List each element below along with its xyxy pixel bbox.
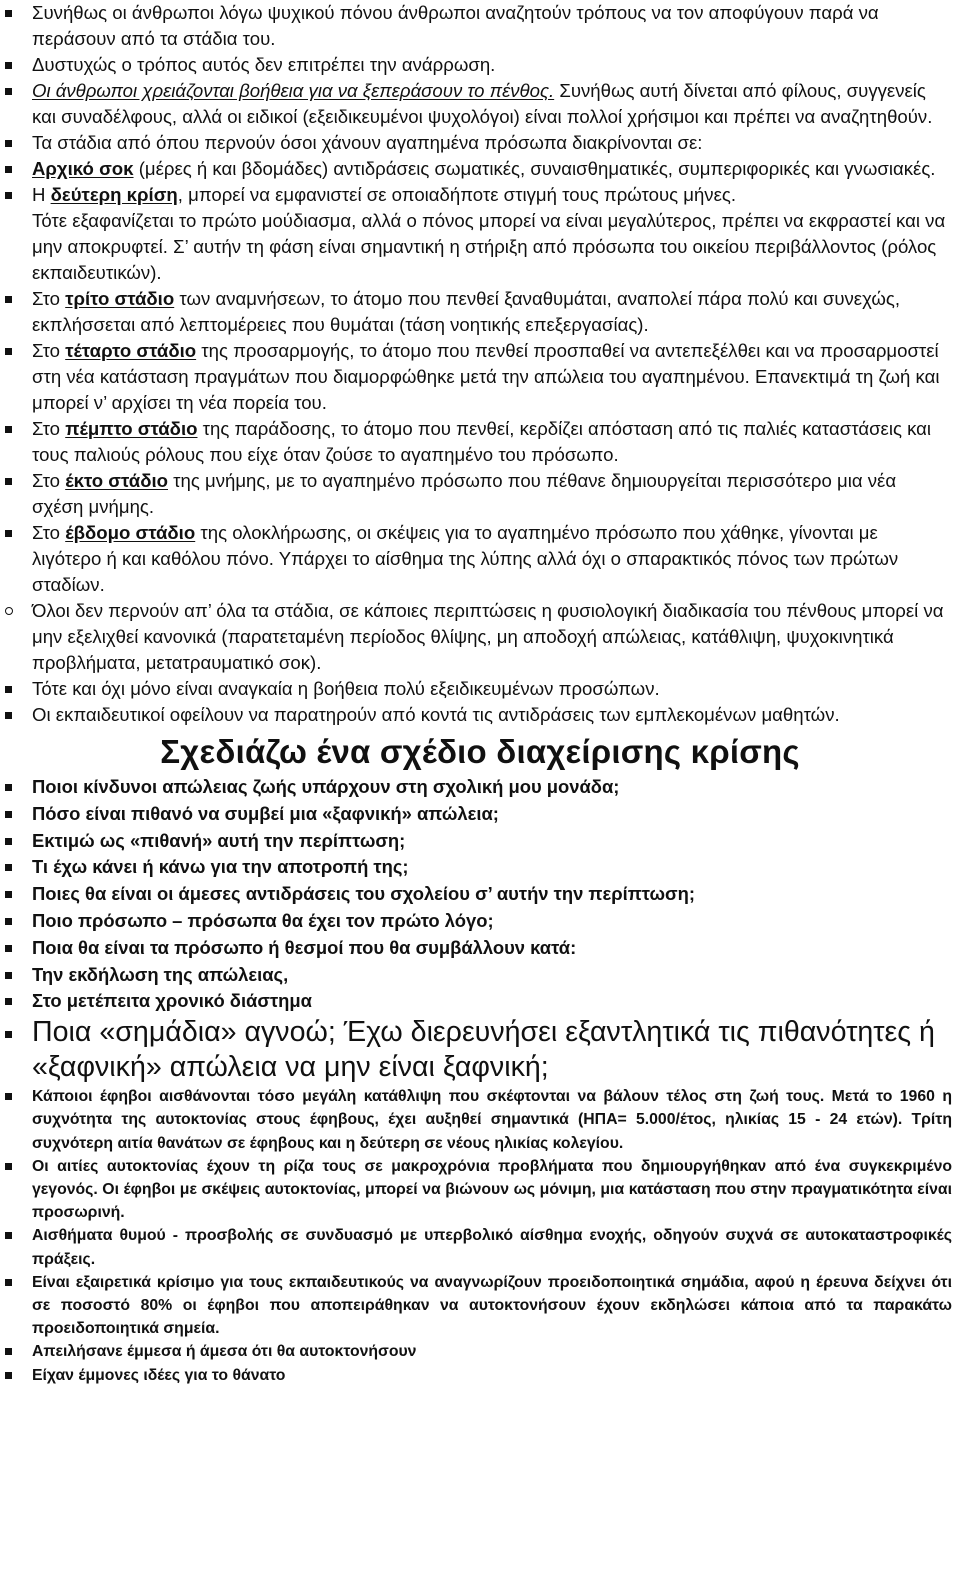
square-bullet-icon	[5, 686, 12, 693]
square-bullet-icon	[5, 1279, 12, 1286]
warning-signs-section	[0, 1015, 960, 1085]
square-bullet-icon	[5, 1232, 12, 1239]
item-text: Τότε και όχι μόνο είναι αναγκαία η βοήθεια πολύ εξειδικευμένων προσώπων.	[32, 678, 660, 699]
crisis-plan-questions	[0, 774, 960, 1015]
item-text: (μέρες ή και βδομάδες) αντιδράσεις σωματικές, συναισθηματικές, συμπεριφορικές και γνωσιακές.	[133, 158, 936, 179]
second-crisis-paragraph: Τότε εξαφανίζεται το πρώτο μούδιασμα, αλλά ο πόνος μπορεί να είναι μεγαλύτερος, πρέπει να εκφραστεί και να μην αποκρυφτεί. Σ’ αυτήν τη φάση είναι σημαντική η στήριξη από πρόσωπα του οικείου περιβάλλοντος (ρόλος εκπαιδευτικών).	[32, 210, 946, 283]
square-bullet-icon	[5, 972, 12, 979]
emphasis-text: Οι άνθρωποι χρειάζονται βοήθεια για να ξεπεράσουν το πένθος.	[32, 80, 555, 101]
list-item	[0, 1224, 960, 1270]
warning-signs-text: Ποια «σημάδια» αγνοώ; Έχω διερευνήσει εξαντλητικά τις πιθανότητες ή «ξαφνική» απώλεια να μην είναι ξαφνική;	[32, 1016, 935, 1084]
list-item	[0, 1364, 960, 1387]
square-bullet-icon	[5, 918, 12, 925]
square-bullet-icon	[5, 945, 12, 952]
emphasis-text: έβδομο στάδιο	[65, 522, 196, 543]
item-text: Την εκδήλωση της απώλειας,	[32, 963, 289, 985]
square-bullet-icon	[5, 891, 12, 898]
square-bullet-icon	[5, 1031, 12, 1038]
item-text: Συνήθως αυτή δίνεται από φίλους, συγγενείς και συναδέλφους, αλλά οι ειδικοί (εξειδικευμένοι ψυχολόγοι) είναι πολλοί χρήσιμοι και πρέπει να αναζητηθούν.	[32, 80, 933, 127]
item-text: Αισθήματα θυμού - προσβολής σε συνδυασμό με υπερβολικό αίσθημα ενοχής, οδηγούν συχνά σε αυτοκαταστροφικές πράξεις.	[32, 1227, 952, 1268]
item-text: της προσαρμογής, το άτομο που πενθεί προσπαθεί να αντεπεξέλθει και να προσαρμοστεί στη νέα κατάσταση πραγμάτων που διαμορφώθηκε μετά την απώλεια του αγαπημένου. Επανεκτιμά τη ζωή και μπορεί ν’ αρχίσει τη νέα πορεία του.	[32, 340, 940, 413]
item-text: Ποιες θα είναι οι άμεσες αντιδράσεις του σχολείου σ’ αυτήν την περίπτωση;	[32, 883, 695, 905]
list-item	[0, 1271, 960, 1341]
square-bullet-icon	[5, 530, 12, 537]
item-text: Πόσο είναι πιθανό να συμβεί μια «ξαφνική» απώλεια;	[32, 802, 499, 824]
item-text: Είχαν έμμονες ιδέες για το θάνατο	[32, 1366, 286, 1384]
item-text: Όλοι δεν περνούν απ’ όλα τα στάδια, σε κάποιες περιπτώσεις η φυσιολογική διαδικασία του πένθους μπορεί να μην εξελιχθεί κανονικά (παρατεταμένη περίοδος θλίψης, μη αποδοχή απώλειας, κατάθλιψη, ψυχοκινητικά προβλήματα, μετατραυματικό σοκ).	[32, 600, 944, 673]
list-item	[0, 908, 960, 935]
item-text: Οι εκπαιδευτικοί οφείλουν να παρατηρούν από κοντά τις αντιδράσεις των εμπλεκομένων μαθητών.	[32, 704, 840, 725]
item-text: Στο	[32, 288, 66, 309]
list-item	[0, 828, 960, 855]
item-text: Η	[32, 184, 51, 205]
square-bullet-icon	[5, 1372, 12, 1379]
square-bullet-icon	[5, 296, 12, 303]
item-text: Ποια θα είναι τα πρόσωπο ή θεσμοί που θα συμβάλλουν κατά:	[32, 936, 577, 958]
list-item	[0, 338, 960, 416]
square-bullet-icon	[5, 1163, 12, 1170]
list-item	[0, 520, 960, 598]
list-item	[0, 182, 960, 208]
square-bullet-icon	[5, 784, 12, 791]
list-item	[0, 702, 960, 728]
item-text: Τα στάδια από όπου περνούν όσοι χάνουν αγαπημένα πρόσωπα διακρίνονται σε:	[32, 132, 703, 153]
emphasis-text: πέμπτο στάδιο	[65, 418, 198, 439]
square-bullet-icon	[5, 348, 12, 355]
list-item	[0, 156, 960, 182]
list-item	[0, 130, 960, 156]
list-item	[0, 962, 960, 989]
square-bullet-icon	[5, 838, 12, 845]
square-bullet-icon	[5, 811, 12, 818]
list-item	[0, 854, 960, 881]
square-bullet-icon	[5, 192, 12, 199]
emphasis-text: Αρχικό σοκ	[32, 158, 134, 179]
item-text: της μνήμης, με το αγαπημένο πρόσωπο που πέθανε δημιουργείται περισσότερο μια νέα σχέση μνήμης.	[32, 470, 897, 517]
square-bullet-icon	[5, 166, 12, 173]
emphasis-text: δεύτερη κρίση	[50, 184, 178, 205]
item-text: Δυστυχώς ο τρόπος αυτός δεν επιτρέπει την ανάρρωση.	[32, 54, 496, 75]
square-bullet-icon	[5, 140, 12, 147]
list-item	[0, 468, 960, 520]
list-item	[0, 1085, 960, 1155]
square-bullet-icon	[5, 1348, 12, 1355]
item-text: Οι αιτίες αυτοκτονίας έχουν τη ρίζα τους σε μακροχρόνια προβλήματα που δημιουργήθηκαν από ένα συγκεκριμένο γεγονός. Οι έφηβοι με σκέψεις αυτοκτονίας, μπορεί να βιώνουν ως μόνιμη, μια κατάσταση που στην πραγματικότητα είναι προσωρινή.	[32, 1157, 952, 1222]
item-text: Κάποιοι έφηβοι αισθάνονται τόσο μεγάλη κατάθλιψη που σκέφτονται να βάλουν τέλος στη ζωή τους. Μετά το 1960 η συχνότητα της αυτοκτονίας στους έφηβους, έχει αυξηθεί σημαντικά (ΗΠΑ= 5.000/έτος, ηλικίας 15 - 24 ετών). Τρίτη συχνότερη αιτία θανάτων σε έφηβους και η δεύτερη σε νέους ηλικίας κολεγίου.	[32, 1088, 952, 1152]
list-item	[0, 1340, 960, 1363]
suicide-risk-section	[0, 1085, 960, 1387]
item-text: Συνήθως οι άνθρωποι λόγω ψυχικού πόνου άνθρωποι αναζητούν τρόπους να τον αποφύγουν παρά να περάσουν από τα στάδια του.	[32, 2, 879, 49]
emphasis-text: τρίτο στάδιο	[65, 288, 175, 309]
list-item	[0, 598, 960, 676]
list-item	[0, 881, 960, 908]
item-text: Εκτιμώ ως «πιθανή» αυτή την περίπτωση;	[32, 829, 406, 851]
emphasis-text: τέταρτο στάδιο	[65, 340, 197, 361]
list-item	[0, 78, 960, 130]
item-text: Στο	[32, 418, 66, 439]
square-bullet-icon	[5, 1093, 12, 1100]
list-item	[0, 416, 960, 468]
list-item	[0, 676, 960, 702]
item-text: Στο	[32, 470, 66, 491]
list-item	[0, 988, 960, 1015]
item-text: της ολοκλήρωσης, οι σκέψεις για το αγαπημένο πρόσωπο που χάθηκε, γίνονται με λιγότερο ή και καθόλου πόνο. Υπάρχει το αίσθημα της λύπης αλλά όχι ο σπαρακτικός πόνος των πρώτων σταδίων.	[32, 522, 899, 595]
list-item	[0, 774, 960, 801]
item-text: , μπορεί να εμφανιστεί σε οποιαδήποτε στιγμή τους πρώτους μήνες.	[177, 184, 737, 205]
list-item	[0, 801, 960, 828]
list-item	[0, 0, 960, 52]
list-item	[0, 935, 960, 962]
item-text: Απειλήσανε έμμεσα ή άμεσα ότι θα αυτοκτονήσουν	[32, 1343, 417, 1361]
square-bullet-icon	[5, 10, 12, 17]
square-bullet-icon	[5, 88, 12, 95]
square-bullet-icon	[5, 426, 12, 433]
item-text: Είναι εξαιρετικά κρίσιμο για τους εκπαιδευτικούς να αναγνωρίζουν προειδοποιητικά σημάδια, αφού η έρευνα δείχνει ότι σε ποσοστό 80% οι έφηβοι που αποπειράθηκαν να αυτοκτονήσουν έχουν εκδηλώσει κάποια από τα παρακάτω προειδοποιητικά σημεία.	[32, 1273, 952, 1338]
grief-stages-list-continued	[0, 286, 960, 728]
grief-stages-section	[0, 0, 960, 728]
item-text: Στο	[32, 522, 66, 543]
square-bullet-icon	[5, 712, 12, 719]
grief-stages-list	[0, 0, 960, 208]
list-item	[0, 1155, 960, 1225]
warning-signs-item	[0, 1015, 960, 1085]
circle-bullet-icon	[5, 607, 13, 615]
item-text: Ποιο πρόσωπο – πρόσωπα θα έχει τον πρώτο λόγο;	[32, 909, 494, 931]
item-text: των αναμνήσεων, το άτομο που πενθεί ξαναθυμάται, αναπολεί πάρα πολύ και συνεχώς, εκπλήσσεται από λεπτομέρειες που θυμάται (τάση νοητικής επεξεργασίας).	[32, 288, 900, 335]
list-item	[0, 286, 960, 338]
list-item	[0, 52, 960, 78]
square-bullet-icon	[5, 62, 12, 69]
item-text: Τι έχω κάνει ή κάνω για την αποτροπή της;	[32, 856, 409, 878]
square-bullet-icon	[5, 478, 12, 485]
item-text: Ποιοι κίνδυνοι απώλειας ζωής υπάρχουν στη σχολική μου μονάδα;	[32, 776, 620, 797]
item-text: Στο μετέπειτα χρονικό διάστημα	[32, 990, 312, 1012]
emphasis-text: έκτο στάδιο	[65, 470, 168, 491]
square-bullet-icon	[5, 998, 12, 1005]
crisis-plan-heading: Σχεδιάζω ένα σχέδιο διαχείρισης κρίσης	[160, 733, 800, 770]
square-bullet-icon	[5, 864, 12, 871]
item-text: Στο	[32, 340, 66, 361]
item-text: της παράδοσης, το άτομο που πενθεί, κερδίζει απόσταση από τις παλιές καταστάσεις και τους παλιούς ρόλους που είχε όταν ζούσε το αγαπημένο του πρόσωπο.	[32, 418, 932, 465]
